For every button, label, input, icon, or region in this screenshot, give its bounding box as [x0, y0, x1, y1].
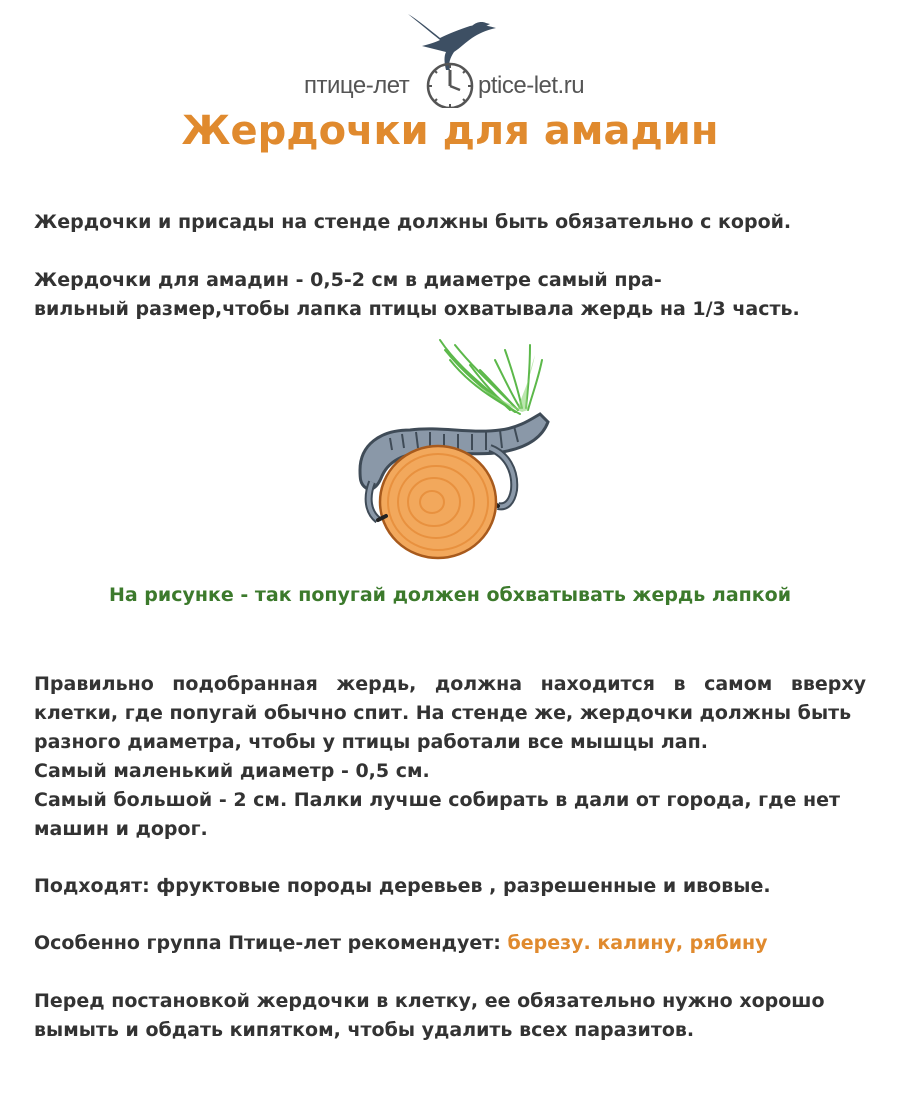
paragraph-placement-line: машин и дорог.: [34, 818, 208, 840]
paragraph-bark: Жердочки и присады на стенде должны быть обязательно с корой.: [34, 211, 792, 233]
paragraph-size: [34, 266, 866, 324]
paragraph-placement-line: Самый маленький диаметр - 0,5 см.: [34, 760, 430, 782]
logo-text-domain: ptice-let.ru: [478, 72, 585, 99]
paragraph-size-line: вильный размер,чтобы лапка птицы охватывала жердь на 1/3 часть.: [34, 298, 800, 320]
paragraph-cleaning-line: Перед постановкой жердочки в клетку, ее обязательно нужно хорошо: [34, 990, 825, 1012]
paragraph-placement-line: клетки, где попугай обычно спит. На стенде же, жердочки должны быть: [34, 702, 852, 724]
bird-foot-on-perch-illustration: [330, 330, 570, 570]
bird-foot-on-perch-icon: [330, 330, 570, 570]
recommended-trees: березу. калину, рябину: [507, 932, 768, 954]
paragraph-recommendation: [34, 929, 866, 958]
paragraph-placement-line: Правильно подобранная жердь, должна находится в самом вверху: [34, 673, 866, 695]
paragraph-cleaning: [34, 987, 866, 1045]
illustration-caption: На рисунке - так попугай должен обхватывать жердь лапкой: [108, 584, 792, 606]
page-title: Жердочки для амадин: [181, 108, 719, 154]
logo-text-ru: птице-лет: [304, 72, 410, 99]
paragraph-wood-types: Подходят: фруктовые породы деревьев , разрешенные и ивовые.: [34, 875, 771, 897]
paragraph-placement: [34, 670, 866, 844]
recommendation-prefix: Особенно группа Птице-лет рекомендует:: [34, 932, 508, 954]
site-logo[interactable]: [290, 8, 620, 108]
paragraph-cleaning-line: вымыть и обдать кипятком, чтобы удалить всех паразитов.: [34, 1019, 695, 1041]
paragraph-placement-line: разного диаметра, чтобы у птицы работали все мышцы лап.: [34, 731, 708, 753]
paragraph-placement-line: Самый большой - 2 см. Палки лучше собирать в дали от города, где нет: [34, 789, 840, 811]
paragraph-size-line: Жердочки для амадин - 0,5-2 см в диаметре самый пра-: [34, 269, 662, 291]
